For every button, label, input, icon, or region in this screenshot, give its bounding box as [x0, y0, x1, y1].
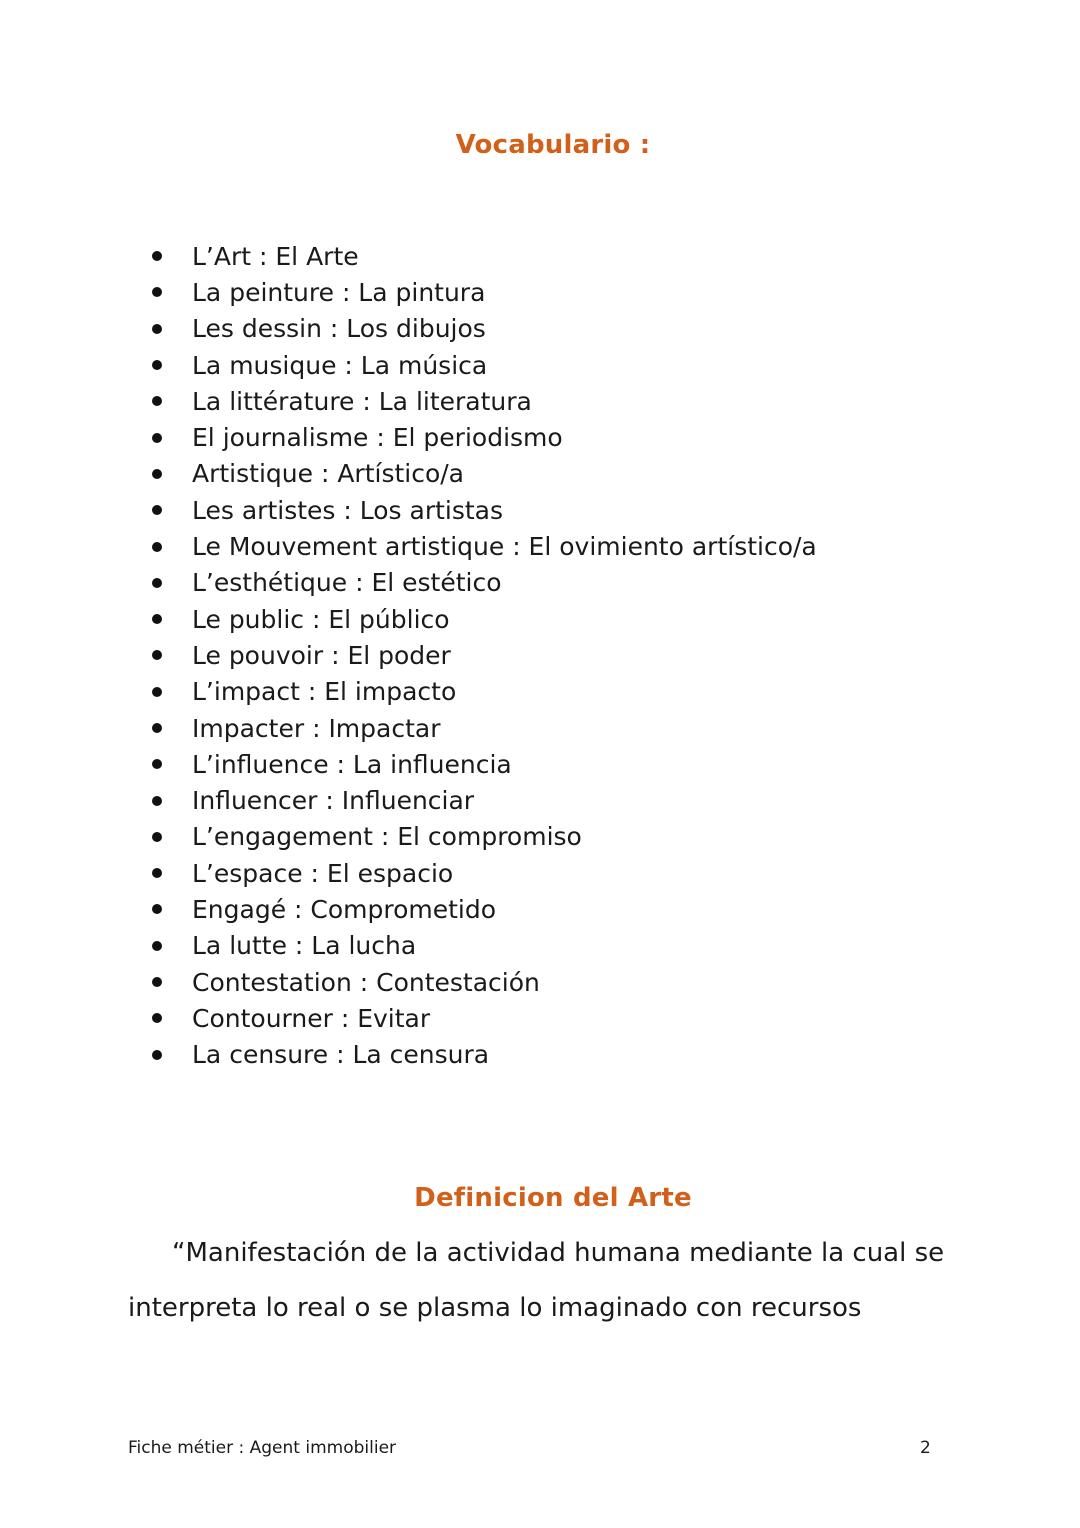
vocabulary-item-text: L’esthétique : El estético [192, 568, 502, 598]
vocabulary-item-text: Le Mouvement artistique : El ovimiento artístico/a [192, 532, 817, 562]
vocabulary-item-text: Influencer : Influenciar [192, 786, 475, 816]
vocabulary-item [148, 1000, 817, 1036]
bullet-icon [152, 904, 162, 914]
footer-label: Fiche métier : Agent immobilier [128, 1438, 397, 1458]
vocabulary-item-text: L’engagement : El compromiso [192, 822, 582, 852]
bullet-icon [152, 578, 162, 588]
vocabulary-item-text: La peinture : La pintura [192, 277, 486, 307]
bullet-icon [152, 941, 162, 951]
bullet-icon [152, 759, 162, 769]
bullet-icon [152, 433, 162, 443]
vocabulary-item [148, 674, 817, 710]
vocabulary-item [148, 928, 817, 964]
vocabulary-item-text: Le public : El público [192, 604, 450, 634]
bullet-icon [152, 360, 162, 370]
vocabulary-item [148, 855, 817, 891]
vocabulary-item [148, 311, 817, 347]
vocabulary-item-text: L’Art : El Arte [192, 241, 359, 271]
vocabulary-item-text: La musique : La música [192, 350, 488, 380]
vocabulary-item-text: L’espace : El espacio [192, 858, 454, 888]
bullet-icon [152, 1050, 162, 1060]
bullet-icon [152, 832, 162, 842]
bullet-icon [152, 687, 162, 697]
vocabulary-item [148, 383, 817, 419]
bullet-icon [152, 614, 162, 624]
definition-heading: Definicion del Arte [414, 1183, 692, 1213]
vocabulary-item [148, 601, 817, 637]
vocabulary-item-text: Contourner : Evitar [192, 1003, 431, 1033]
page-number: 2 [920, 1438, 931, 1458]
vocabulary-item-text: Les dessin : Los dibujos [192, 314, 486, 344]
bullet-icon [152, 505, 162, 515]
bullet-icon [152, 723, 162, 733]
vocabulary-item [148, 274, 817, 310]
vocabulary-item-text: Impacter : Impactar [192, 713, 441, 743]
vocabulary-item [148, 637, 817, 673]
vocabulary-item [148, 492, 817, 528]
bullet-icon [152, 287, 162, 297]
vocabulary-item [148, 746, 817, 782]
vocabulary-heading: Vocabulario : [455, 130, 651, 160]
bullet-icon [152, 977, 162, 987]
bullet-icon [152, 469, 162, 479]
vocabulary-item-text: L’influence : La influencia [192, 749, 512, 779]
vocabulary-item [148, 456, 817, 492]
vocabulary-item [148, 710, 817, 746]
bullet-icon [152, 796, 162, 806]
vocabulary-item-text: Artistique : Artístico/a [192, 459, 464, 489]
vocabulary-item [148, 347, 817, 383]
vocabulary-list [148, 238, 817, 1073]
vocabulary-item [148, 891, 817, 927]
vocabulary-item-text: La littérature : La literatura [192, 386, 532, 416]
vocabulary-item [148, 419, 817, 455]
bullet-icon [152, 251, 162, 261]
vocabulary-item-text: La censure : La censura [192, 1040, 490, 1070]
bullet-icon [152, 324, 162, 334]
bullet-icon [152, 396, 162, 406]
vocabulary-item [148, 1037, 817, 1073]
vocabulary-item-text: Les artistes : Los artistas [192, 495, 504, 525]
vocabulary-item [148, 964, 817, 1000]
vocabulary-item [148, 238, 817, 274]
vocabulary-item [148, 782, 817, 818]
vocabulary-item [148, 565, 817, 601]
vocabulary-item-text: Contestation : Contestación [192, 967, 540, 997]
bullet-icon [152, 650, 162, 660]
bullet-icon [152, 1013, 162, 1023]
vocabulary-item-text: El journalisme : El periodismo [192, 423, 563, 453]
definition-paragraph: “Manifestación de la actividad humana mediante la cual se interpreta lo real o se plasma lo imaginado con recursos [128, 1238, 945, 1323]
vocabulary-item-text: Engagé : Comprometido [192, 894, 497, 924]
bullet-icon [152, 542, 162, 552]
vocabulary-item-text: L’impact : El impacto [192, 677, 457, 707]
vocabulary-item-text: La lutte : La lucha [192, 931, 417, 961]
vocabulary-item-text: Le pouvoir : El poder [192, 640, 451, 670]
vocabulary-item [148, 528, 817, 564]
vocabulary-item [148, 819, 817, 855]
bullet-icon [152, 868, 162, 878]
